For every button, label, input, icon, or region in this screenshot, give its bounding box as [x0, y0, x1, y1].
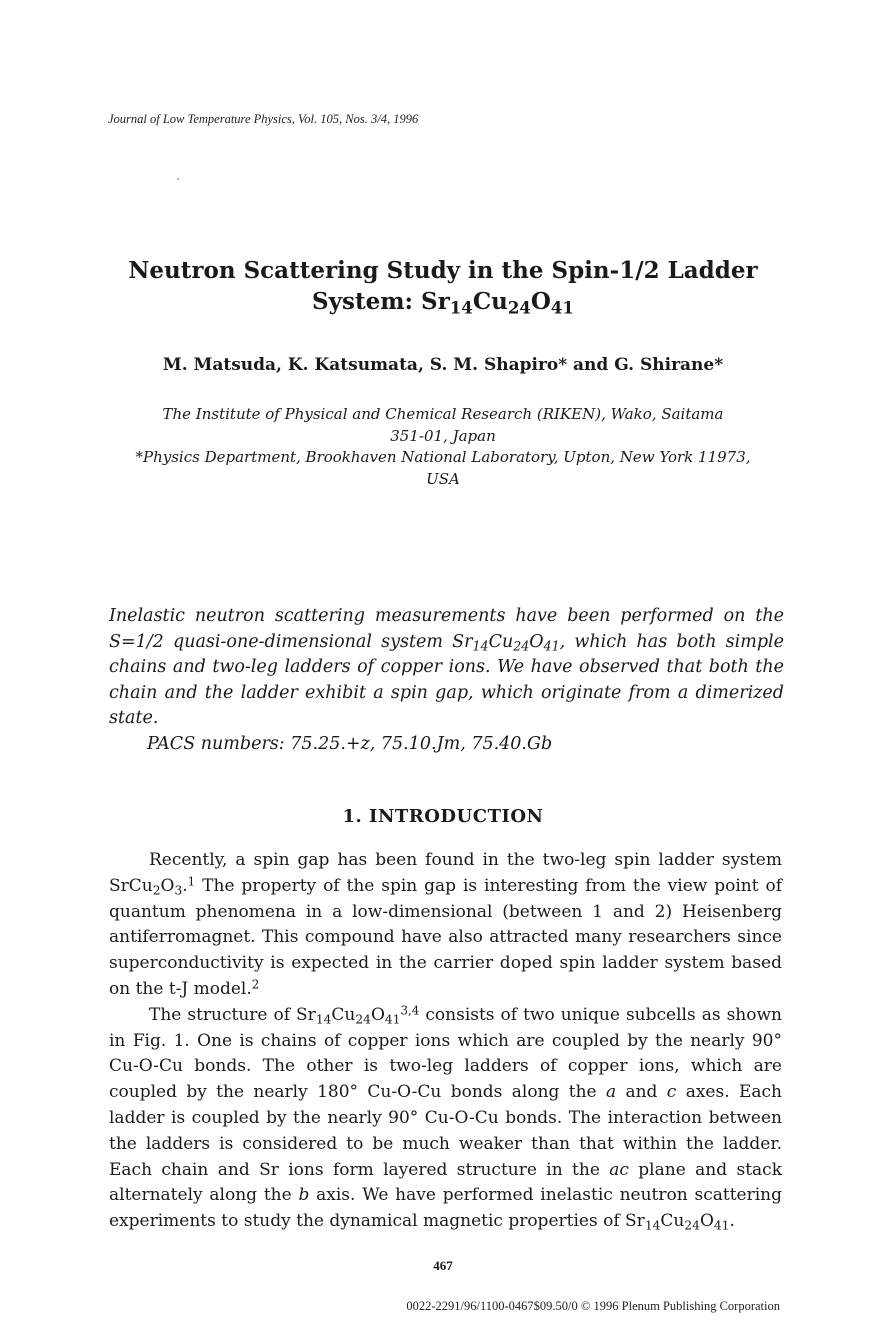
citation-ref: 3,4	[400, 1003, 420, 1018]
affiliations	[60, 404, 826, 490]
section-heading: 1. INTRODUCTION	[342, 806, 544, 827]
paragraph-2: The structure of $Sr_{14}Cu_{24}O_{41}^{3,4}$ consists of two unique subcells as shown in Fig. 1. One is chains of copper ions which are coupled by the nearly 90° Cu-O-Cu bonds. The other is two-leg ladders of copper ions, which are coupled by the nearly 180° Cu-O-Cu bonds along the a and c axes. Each ladder is coupled by the nearly 90° Cu-O-Cu bonds. The interaction between the ladders is considered to be much weaker than that within the ladder. Each chain and Sr ions form layered structure in the ac plane and stack alternately along the b axis. We have performed inelastic neutron scattering experiments to study the dynamical magnetic properties of $Sr_{14}Cu_{24}O_{41}$.	[109, 1003, 782, 1233]
paragraph-1: Recently, a spin gap has been found in the two-leg spin ladder system $SrCu_2O_3.^1$ The property of the spin gap is interesting from the view point of quantum phenomena in a low-dimensional (between 1 and 2) Heisenberg antiferromagnet. This compound have also attracted many researchers since superconductivity is expected in the carrier doped spin ladder system based on the t-J model.$^2$	[109, 850, 782, 999]
affiliation-line: USA	[426, 469, 460, 488]
page-number: 467	[433, 1258, 453, 1273]
title-line-2: System: $Sr_{14}Cu_{24}O_{41}$	[312, 288, 574, 318]
paper-title	[60, 255, 826, 317]
abstract-formula: $Sr_{14}Cu_{24}O_{41}$	[452, 631, 560, 654]
journal-header: Journal of Low Temperature Physics, Vol. 105, Nos. 3/4, 1996	[108, 112, 419, 126]
affiliation-line: *Physics Department, Brookhaven National Laboratory, Upton, New York 11973,	[135, 448, 751, 467]
abstract-text: Inelastic neutron scattering measurements have been performed on the S=1/2 quasi-one-dimensional system $Sr_{14}Cu_{24}O_{41}$, which has both simple chains and two-leg ladders of copper ions. We have observed that both the chain and the ladder exhibit a spin gap, which originate from a dimerized state.	[109, 606, 784, 728]
copyright-footer: 0022-2291/96/1100-0467$09.50/0 © 1996 Plenum Publishing Corporation	[406, 1299, 780, 1313]
abstract	[109, 604, 784, 757]
pacs-numbers: PACS numbers: 75.25.+z, 75.10.Jm, 75.40.Gb	[147, 733, 553, 754]
citation-ref: 1	[187, 874, 196, 889]
affiliation-line: The Institute of Physical and Chemical Research (RIKEN), Wako, Saitama	[162, 405, 724, 423]
citation-ref: 2	[251, 977, 260, 992]
scan-speck	[177, 178, 179, 180]
body-text	[109, 848, 782, 1235]
author-list: M. Matsuda, K. Katsumata, S. M. Shapiro* and G. Shirane*	[162, 355, 724, 375]
title-line-1: Neutron Scattering Study in the Spin-1/2 Ladder	[128, 257, 758, 284]
affiliation-line: 351-01, Japan	[390, 426, 496, 445]
